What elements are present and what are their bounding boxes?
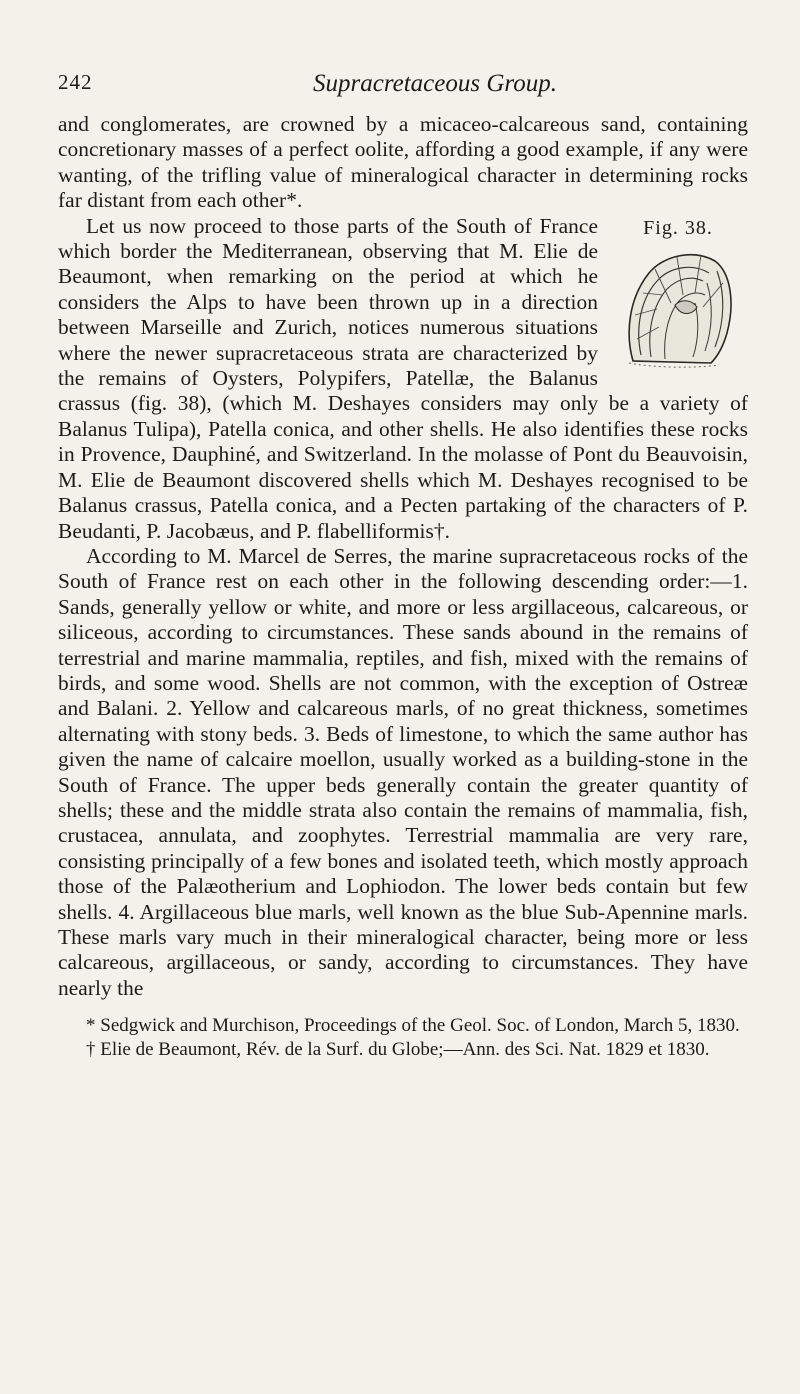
footnote-2: † Elie de Beaumont, Rév. de la Surf. du Globe;—Ann. des Sci. Nat. 1829 et 1830. xyxy=(86,1039,710,1061)
running-title: Supracretaceous Group. xyxy=(313,70,557,97)
footnote-1: * Sedgwick and Murchison, Proceedings of the Geol. Soc. of London, March 5, 1830. xyxy=(86,1015,740,1037)
figure-38 xyxy=(608,216,748,386)
book-page xyxy=(58,70,748,1061)
body-text xyxy=(58,112,748,1001)
paragraph-2: Let us now proceed to those parts of the South of France which border the Mediterranean, observing that M. Elie de Beaumont, when remarking on the period at which he considers the Alps to have been thrown up in a direction between Marseille and Zurich, notices numerous situations where the newer supracretaceous strata are characterized by the remains of Oysters, Polypifers, Patellæ, the Balanus crassus (fig. 38), (which M. Deshayes considers may only be a variety of Balanus Tulipa), Patella conica, and other shells. He also identifies these rocks in Provence, Dauphiné, and Switzerland. In the molasse of Pont du Beauvoisin, M. Elie de Beaumont discovered shells which M. Deshayes recognised to be Balanus crassus, Patella conica, and a Pecten partaking of the characters of P. Beudanti, P. Jacobæus, and P. flabelliformis†. xyxy=(58,213,748,543)
figure-caption: Fig. 38. xyxy=(643,216,713,239)
page-number: 242 xyxy=(58,70,93,94)
footnotes xyxy=(58,1015,748,1061)
paragraph-1: and conglomerates, are crowned by a micaceo-calcareous sand, containing concretionary masses of a perfect oolite, affording a good example, if any were wanting, of the trifling value of mineralogical character in determining rocks far distant from each other*. xyxy=(58,112,748,213)
page-header xyxy=(58,70,748,104)
balanus-shell-illustration xyxy=(619,243,737,371)
paragraph-3: According to M. Marcel de Serres, the marine supracretaceous rocks of the South of France rest on each other in the following descending order:—1. Sands, generally yellow or white, and more or less argillaceous, calcareous, or siliceous, according to circumstances. These sands abound in the remains of terrestrial and marine mammalia, reptiles, and fish, mixed with the remains of birds, and some wood. Shells are not common, with the exception of Ostreæ and Balani. 2. Yellow and calcareous marls, of no great thickness, sometimes alternating with stony beds. 3. Beds of limestone, to which the same author has given the name of calcaire moellon, usually worked as a building-stone in the South of France. The upper beds generally contain the greater quantity of shells; these and the middle strata also contain the remains of mammalia, fish, crustacea, annulata, and zoophytes. Terrestrial mammalia are very rare, consisting principally of a few bones and isolated teeth, which mostly approach those of the Palæotherium and Lophiodon. The lower beds contain but few shells. 4. Argillaceous blue marls, well known as the blue Sub-Apennine marls. These marls vary much in their mineralogical character, being more or less calcareous, argillaceous, or sandy, according to circumstances. They have nearly the xyxy=(58,543,748,1000)
